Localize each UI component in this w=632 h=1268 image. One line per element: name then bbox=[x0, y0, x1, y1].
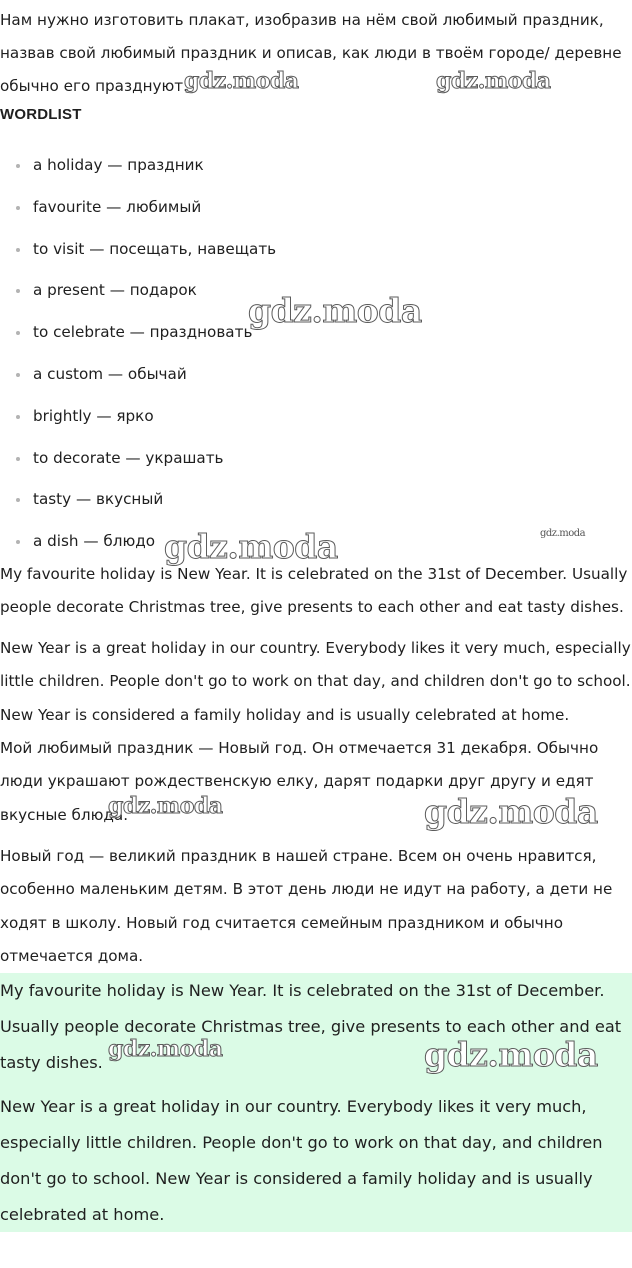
english-paragraph-1: My favourite holiday is New Year. It is celebrated on the 31st of December. Usually people decorate Christmas tree, give presents to each other and eat tasty dishes. bbox=[0, 565, 628, 617]
answer-paragraph-2: New Year is a great holiday in our country. Everybody likes it very much, especially little children. People don't go to work on that day, and children don't go to school. New Year is considered a family holiday and is usually celebrated at home. bbox=[0, 1097, 603, 1224]
english-paragraph-2: New Year is a great holiday in our country. Everybody likes it very much, especially little children. People don't go to work on that day, and children don't go to school. bbox=[0, 639, 631, 691]
watermark: gdz.moda bbox=[108, 1036, 223, 1062]
bullet-icon bbox=[16, 457, 20, 461]
wordlist-item-text: brightly — ярко bbox=[33, 406, 154, 425]
wordlist-item bbox=[0, 145, 276, 187]
watermark: gdz.moda bbox=[108, 793, 223, 819]
wordlist-item bbox=[0, 187, 276, 229]
bullet-icon bbox=[16, 415, 20, 419]
wordlist-item bbox=[0, 479, 276, 521]
watermark: gdz.moda bbox=[424, 792, 598, 831]
bullet-icon bbox=[16, 206, 20, 210]
bullet-icon bbox=[16, 289, 20, 293]
wordlist-item-text: a present — подарок bbox=[33, 281, 197, 300]
wordlist-item-text: to visit — посещать, навещать bbox=[33, 239, 277, 258]
wordlist-item bbox=[0, 312, 276, 354]
answer-box bbox=[0, 973, 632, 1232]
wordlist-item bbox=[0, 396, 276, 438]
wordlist-heading: WORDLIST bbox=[0, 106, 82, 123]
bullet-icon bbox=[16, 248, 20, 252]
bullet-icon bbox=[16, 498, 20, 502]
watermark: gdz.moda bbox=[540, 528, 586, 539]
watermark: gdz.moda bbox=[164, 527, 338, 566]
wordlist-item bbox=[0, 354, 276, 396]
wordlist-item-text: a holiday — праздник bbox=[33, 156, 204, 174]
bullet-icon bbox=[16, 164, 20, 168]
russian-paragraph-1: Мой любимый праздник — Новый год. Он отмечается 31 декабря. Обычно люди украшают рождественскую елку, дарят подарки друг другу и едят вкусные блюда. bbox=[0, 739, 599, 824]
wordlist-item bbox=[0, 229, 276, 271]
english-paragraph-3: New Year is considered a family holiday and is usually celebrated at home. bbox=[0, 706, 570, 724]
bullet-icon bbox=[16, 331, 20, 335]
wordlist-item-text: a dish — блюдо bbox=[33, 532, 156, 551]
wordlist-item-text: tasty — вкусный bbox=[33, 490, 164, 509]
watermark: gdz.moda bbox=[436, 68, 551, 94]
wordlist bbox=[0, 145, 276, 563]
watermark: gdz.moda bbox=[248, 291, 422, 330]
task-intro: Нам нужно изготовить плакат, изобразив на нём свой любимый праздник, назвав свой любимый праздник и описав, как люди в твоём городе/ деревне обычно его празднуют. bbox=[0, 11, 622, 95]
wordlist-item bbox=[0, 270, 276, 312]
wordlist-item-text: to celebrate — праздновать bbox=[33, 323, 253, 342]
russian-paragraph-2: Новый год — великий праздник в нашей стране. Всем он очень нравится, особенно маленьким детям. В этот день люди не идут на работу, а дети не ходят в школу. Новый год считается семейным праздником и обычно отмечается дома. bbox=[0, 847, 613, 965]
watermark: gdz.moda bbox=[424, 1035, 598, 1074]
wordlist-item-text: to decorate — украшать bbox=[33, 448, 224, 467]
wordlist-item-text: favourite — любимый bbox=[33, 197, 202, 216]
watermark: gdz.moda bbox=[184, 68, 299, 94]
bullet-icon bbox=[16, 540, 20, 544]
wordlist-item bbox=[0, 438, 276, 480]
bullet-icon bbox=[16, 373, 20, 377]
wordlist-item-text: a custom — обычай bbox=[33, 364, 187, 383]
answer-paragraph-1: My favourite holiday is New Year. It is celebrated on the 31st of December. Usually people decorate Christmas tree, give presents to each other and eat tasty dishes. bbox=[0, 981, 622, 1072]
